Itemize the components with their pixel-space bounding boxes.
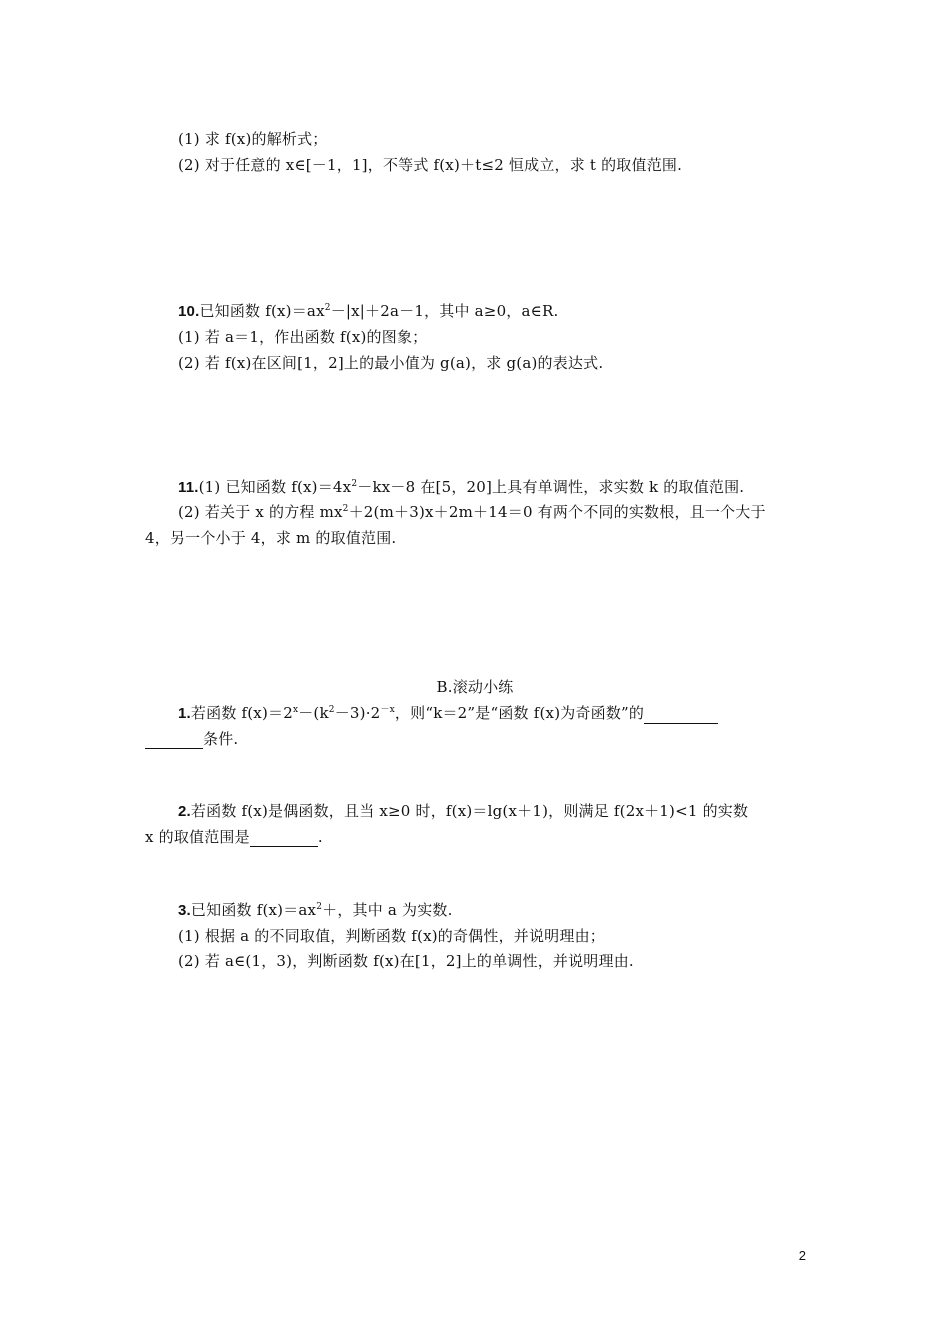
b1-text-e: 条件.	[203, 730, 239, 748]
b1-text-b: －(k	[298, 704, 329, 722]
page-number: 2	[798, 1248, 806, 1263]
q11-part2-sup: 2	[342, 504, 349, 514]
section-b-title: B.滚动小练	[436, 678, 514, 696]
q10-stem-b: －|x|＋2a－1，其中 a≥0，a∈R.	[330, 302, 559, 320]
b2-number: 2.	[178, 803, 191, 820]
b1-sup2: 2	[328, 705, 335, 715]
q10-part1: (1) 若 a＝1，作出函数 f(x)的图象；	[178, 328, 428, 346]
b3-part2: (2) 若 a∈(1，3)，判断函数 f(x)在[1，2]上的单调性，并说明理由.	[178, 952, 634, 970]
b2-text-c: .	[317, 828, 323, 846]
q10-stem	[178, 301, 558, 322]
b3-part1: (1) 根据 a 的不同取值，判断函数 f(x)的奇偶性，并说明理由；	[178, 927, 605, 945]
b3-stem-b: ＋，其中 a 为实数.	[322, 901, 453, 919]
b2-text-b: x 的取值范围是	[145, 828, 250, 846]
b3-sup: 2	[316, 902, 323, 912]
q10-number: 10.	[178, 303, 200, 320]
q11-part2-b: ＋2(m＋3)x＋2m＋14＝0 有两个不同的实数根，且一个大于	[348, 503, 766, 521]
b2-text-a: 若函数 f(x)是偶函数，且当 x≥0 时，f(x)＝lg(x＋1)，则满足 f(2x＋1)<1 的实数	[190, 802, 749, 820]
q11-sup: 2	[351, 479, 358, 489]
q10-part2: (2) 若 f(x)在区间[1，2]上的最小值为 g(a)，求 g(a)的表达式.	[178, 354, 604, 372]
q11-stem-a: (1) 已知函数 f(x)＝4x	[198, 478, 352, 496]
b1-sup3: －x	[380, 705, 395, 715]
b3-stem-a: 已知函数 f(x)＝ax	[190, 901, 317, 919]
q10-stem-a: 已知函数 f(x)＝ax	[199, 302, 325, 320]
b1-sup1: x	[292, 705, 299, 715]
q11-part2	[178, 502, 766, 522]
b2-line1	[178, 801, 748, 822]
q11-stem-b: －kx－8 在[5，20]上具有单调性，求实数 k 的取值范围.	[357, 478, 745, 496]
b2-line2	[145, 827, 323, 847]
q11-part1	[178, 477, 744, 498]
q11-number: 11.	[178, 479, 199, 496]
q10-sup: 2	[324, 303, 331, 313]
q11-part2-a: (2) 若关于 x 的方程 mx	[178, 503, 343, 521]
b1-blank-2[interactable]	[145, 734, 203, 749]
b1-text-d: ，则“k＝2”是“函数 f(x)为奇函数”的	[394, 704, 645, 722]
b1-line2	[145, 729, 238, 749]
b3-number: 3.	[178, 902, 191, 919]
b3-stem	[178, 900, 453, 921]
q9-part1: (1) 求 f(x)的解析式；	[178, 130, 328, 148]
b1-number: 1.	[178, 705, 191, 722]
q11-part2-cont: 4，另一个小于 4，求 m 的取值范围.	[145, 529, 397, 547]
q9-part2: (2) 对于任意的 x∈[－1，1]，不等式 f(x)＋t≤2 恒成立，求 t 的取值范围.	[178, 156, 683, 174]
b2-blank[interactable]	[250, 832, 318, 847]
b1-text-a: 若函数 f(x)＝2	[190, 704, 293, 722]
b1-line1	[178, 703, 718, 724]
b1-blank-1[interactable]	[644, 709, 718, 724]
b1-text-c: －3)·2	[334, 704, 381, 722]
